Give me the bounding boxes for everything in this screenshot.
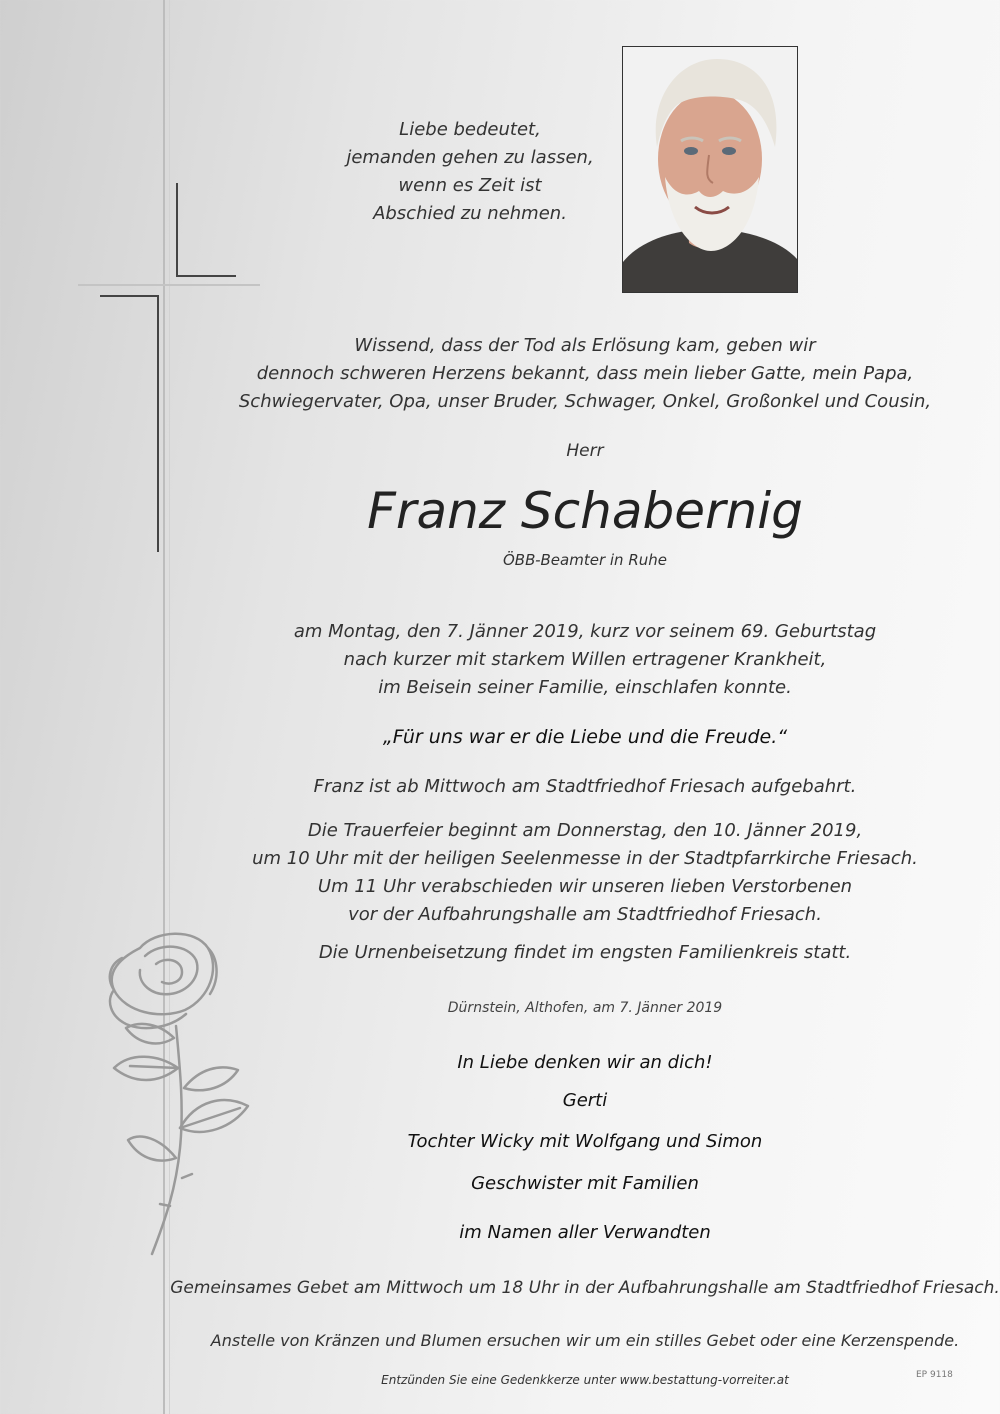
death-notice-line: nach kurzer mit starkem Willen ertragener Krankheit, bbox=[343, 649, 827, 670]
poem-line: Abschied zu nehmen. bbox=[373, 203, 567, 224]
salutation: Herr bbox=[566, 441, 604, 461]
memorial-quote: „Für uns war er die Liebe und die Freude.“ bbox=[382, 726, 788, 748]
portrait-photo bbox=[622, 46, 798, 293]
intro-line: Wissend, dass der Tod als Erlösung kam, geben wir bbox=[354, 335, 816, 356]
template-code: EP 9118 bbox=[916, 1370, 953, 1380]
cross-accent-line bbox=[176, 183, 178, 276]
prayer-notice: Gemeinsames Gebet am Mittwoch um 18 Uhr in der Aufbahrungshalle am Stadtfriedhof Friesach. bbox=[170, 1278, 1000, 1298]
rose-icon bbox=[100, 928, 260, 1258]
mourner-line: Geschwister mit Familien bbox=[471, 1173, 699, 1194]
mourner-line: In Liebe denken wir an dich! bbox=[457, 1052, 713, 1073]
funeral-line: Um 11 Uhr verabschieden wir unseren lieben Verstorbenen bbox=[317, 876, 853, 897]
occupation: ÖBB-Beamter in Ruhe bbox=[502, 551, 667, 569]
funeral-line: um 10 Uhr mit der heiligen Seelenmesse in der Stadtpfarrkirche Friesach. bbox=[252, 848, 918, 869]
urn-notice: Die Urnenbeisetzung findet im engsten Familienkreis statt. bbox=[318, 942, 852, 963]
cross-horizontal-bar bbox=[78, 284, 260, 286]
cross-accent-line bbox=[100, 295, 159, 297]
funeral-line: Die Trauerfeier beginnt am Donnerstag, den 10. Jänner 2019, bbox=[307, 820, 863, 841]
laid-out-notice: Franz ist ab Mittwoch am Stadtfriedhof Friesach aufgebahrt. bbox=[313, 776, 857, 797]
deceased-name: Franz Schabernig bbox=[367, 482, 803, 540]
funeral-details bbox=[200, 817, 970, 929]
donation-notice: Anstelle von Kränzen und Blumen ersuchen wir um ein stilles Gebet oder eine Kerzenspende. bbox=[210, 1331, 960, 1350]
intro-line: dennoch schweren Herzens bekannt, dass mein lieber Gatte, mein Papa, bbox=[256, 363, 914, 384]
mourner-line: Gerti bbox=[562, 1090, 608, 1111]
mourner-line: Tochter Wicky mit Wolfgang und Simon bbox=[407, 1131, 763, 1152]
poem-line: jemanden gehen zu lassen, bbox=[346, 147, 594, 168]
poem-line: wenn es Zeit ist bbox=[398, 175, 542, 196]
poem-line: Liebe bedeutet, bbox=[399, 119, 541, 140]
place-date: Dürnstein, Althofen, am 7. Jänner 2019 bbox=[447, 1000, 723, 1016]
death-notice-line: im Beisein seiner Familie, einschlafen konnte. bbox=[378, 677, 792, 698]
death-notice bbox=[200, 618, 970, 702]
cross-accent-line bbox=[176, 275, 236, 277]
intro-text bbox=[200, 332, 970, 416]
intro-line: Schwiegervater, Opa, unser Bruder, Schwager, Onkel, Großonkel und Cousin, bbox=[238, 391, 932, 412]
cross-accent-line bbox=[157, 296, 159, 552]
funeral-line: vor der Aufbahrungshalle am Stadtfriedhof Friesach. bbox=[348, 904, 822, 925]
poem bbox=[300, 116, 640, 228]
candle-link-note: Entzünden Sie eine Gedenkkerze unter www.bestattung-vorreiter.at bbox=[381, 1373, 789, 1387]
death-notice-line: am Montag, den 7. Jänner 2019, kurz vor seinem 69. Geburtstag bbox=[293, 621, 877, 642]
mourner-line: im Namen aller Verwandten bbox=[459, 1222, 711, 1243]
